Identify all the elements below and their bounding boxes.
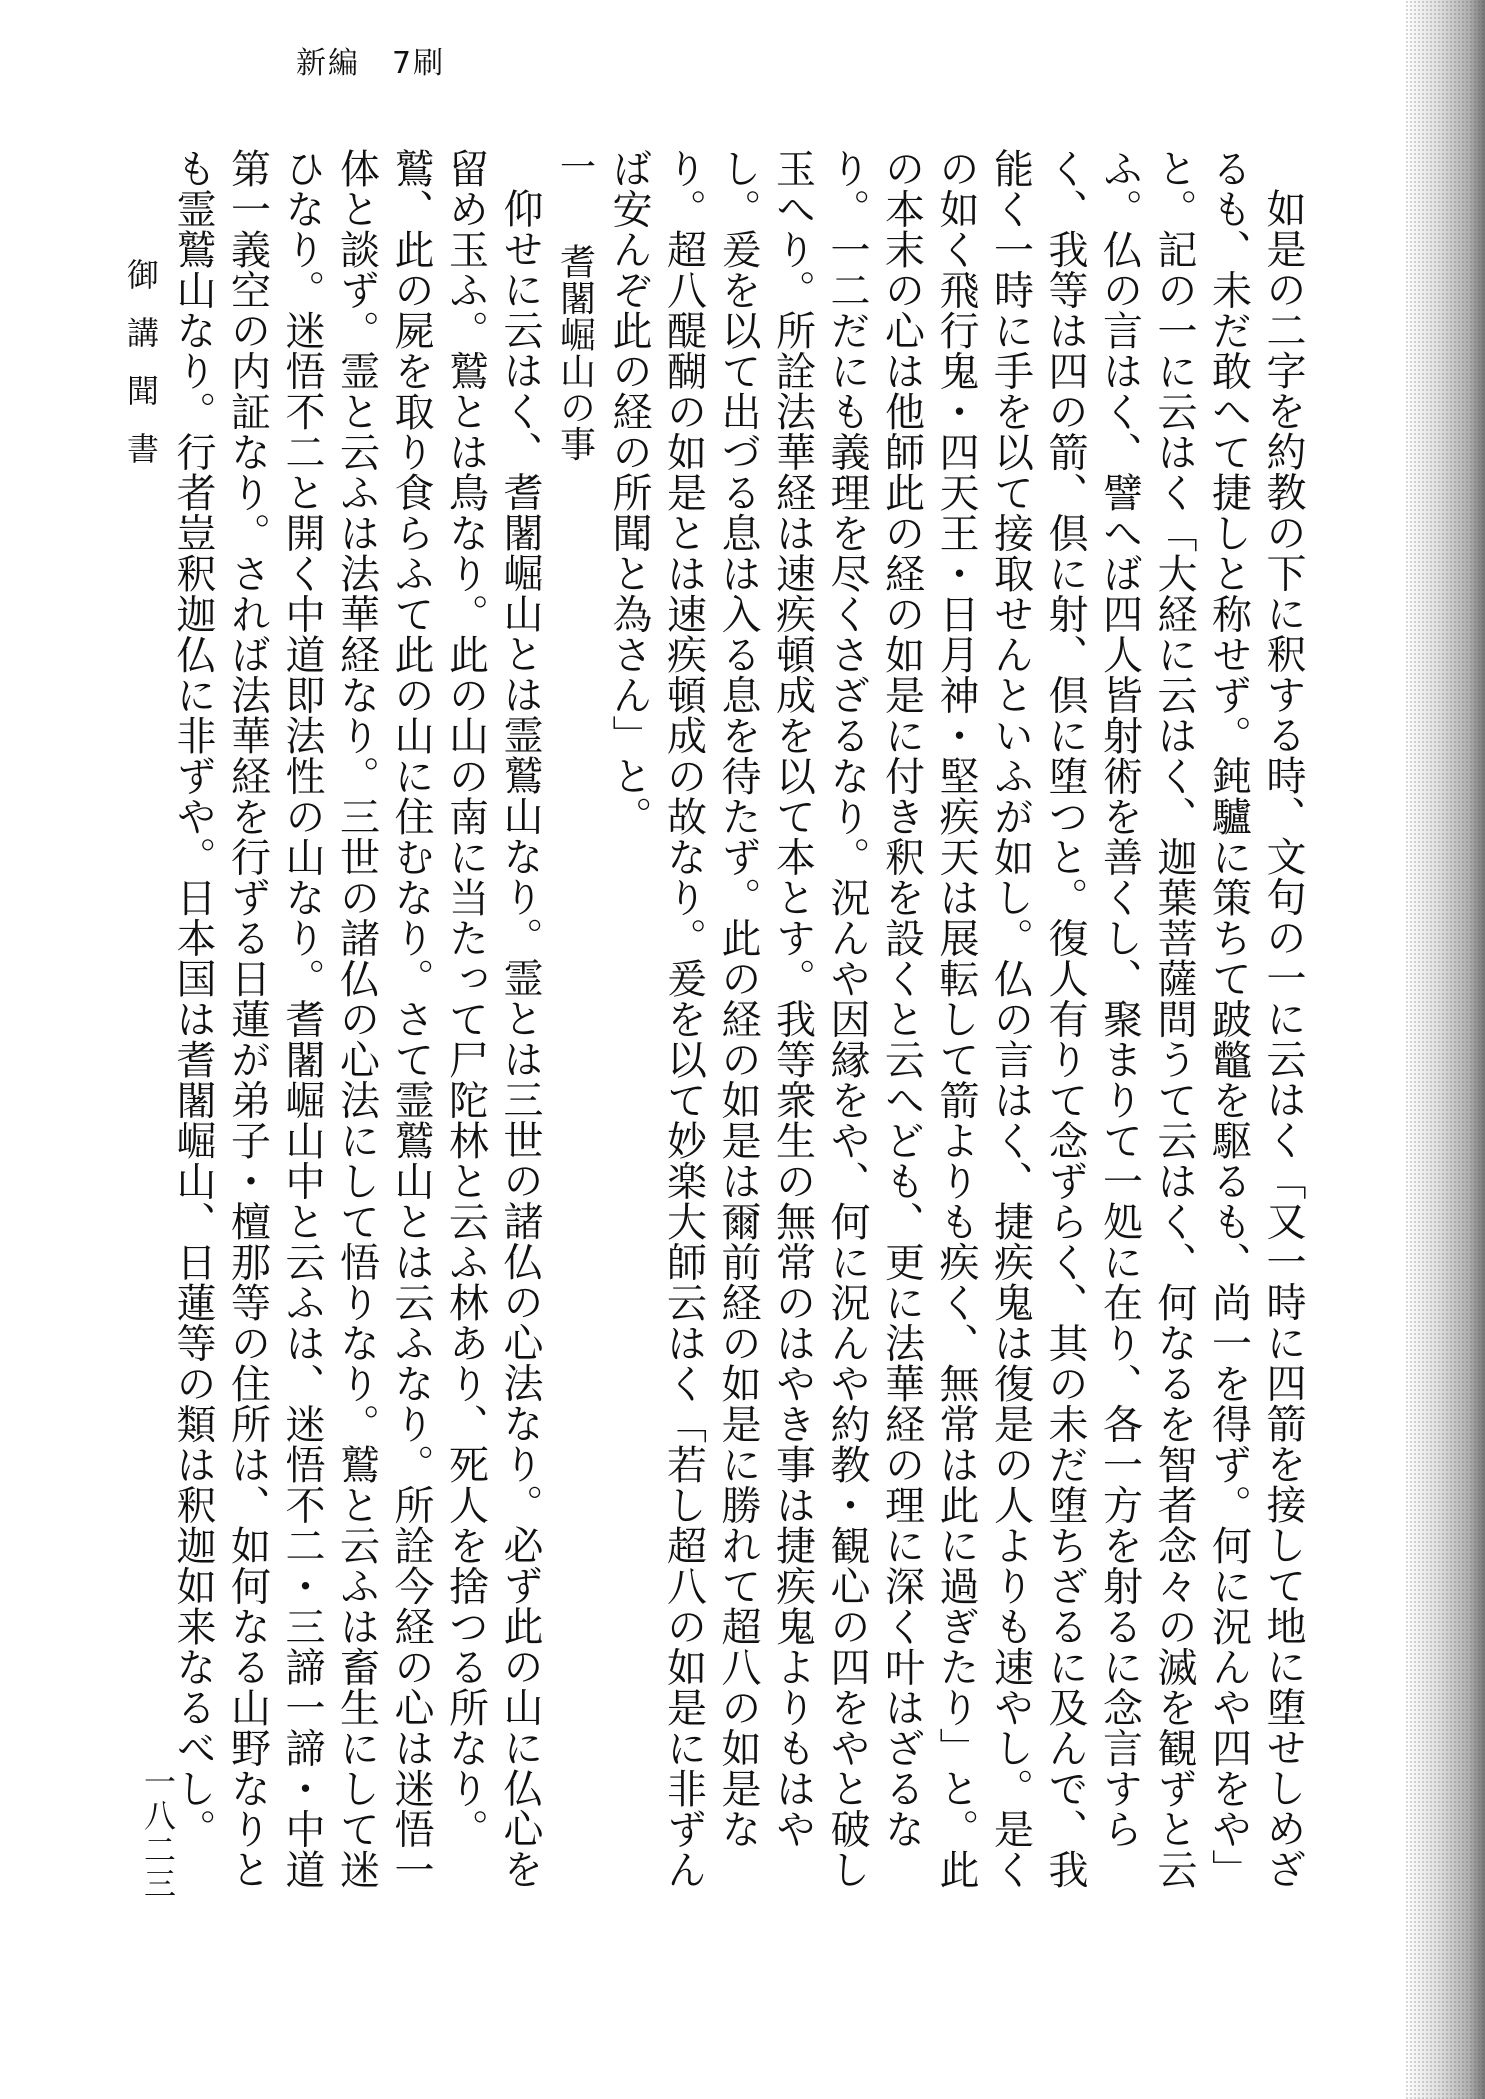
paragraph-gijakussen: 仰せに云はく、耆闍崛山とは霊鷲山なり。霊とは三世の諸仏の心法なり。必ず此の山に仏心を留め玉ふ。鷲とは鳥なり。此の山の南に当たって尸陀林と云ふ林あり、死人を捨つる所なり。鷲、此の屍を取り食らふて此の山に住むなり。さて霊鷲山とは云ふなり。所詮今経の心は迷悟一体と談ず。霊と云ふは法華経なり。三世の諸仏の心法にして悟りなり。鷲と云ふは畜生にして迷ひなり。迷悟不二と開く中道即法性の山なり。耆闍崛山中と云ふは、迷悟不二・三諦一諦・中道第一義空の内証なり。されば法華経を行ずる日蓮が弟子・檀那等の住所は、如何なる山野なりとも霊鷲山なり。行者豈釈迦仏に非ずや。日本国は耆闍崛山、日蓮等の類は釈迦如来なるべし。 — [170, 148, 543, 1890]
section-heading — [547, 148, 602, 1928]
section-heading-label: 耆闍崛山の事 — [554, 242, 596, 462]
paragraph-nyoze: 如是の二字を約教の下に釈する時、文句の一に云はく「又一時に四箭を接して地に堕せしめざるも、未だ敢へて捷しと称せず。鈍驢に策ちて跛鼈を駆るも、尚一を得ず。何に況んや四をや」と。記の一に云はく「大経に云はく、迦葉菩薩問うて云はく、何なるを智者念々の滅を観ずと云ふ。仏の言はく、譬へば四人皆射術を善くし、聚まりて一処に在り、各一方を射るに念言すらく、我等は四の箭、倶に射、倶に堕つと。復人有りて念ずらく、其の未だ堕ちざるに及んで、我能く一時に手を以て接取せんといふが如し。仏の言はく、捷疾鬼は復是の人よりも速やし。是くの如く飛行鬼・四天王・日月神・堅疾天は展転して箭よりも疾く、無常は此に過ぎたり」と。此の本末の心は他師此の経の如是に付き釈を設くと云へども、更に法華経の理に深く叶はざるなり。一二だにも義理を尽くさざるなり。況んや因縁をや、何に況んや約教・観心の四をやと破し玉へり。所詮法華経は速疾頓成を以て本とす。我等衆生の無常のはやき事は捷疾鬼よりもはやし。爰を以て出づる息は入る息を待たず。此の経の如是は爾前経の如是に勝れて超八の如是なり。超八醍醐の如是とは速疾頓成の故なり。爰を以て妙楽大師云はく「若し超八の如是に非ずんば安んぞ此の経の所聞と為さん」と。 — [606, 148, 1306, 1890]
section-heading-mark: 一 — [554, 148, 596, 185]
running-title: 御講聞書 — [122, 258, 160, 490]
body-text — [170, 148, 1310, 1928]
binding-texture — [1405, 0, 1485, 2099]
page-number: 一八二三 — [139, 1765, 177, 1901]
edition-note: 新編 7刷 — [296, 46, 446, 81]
